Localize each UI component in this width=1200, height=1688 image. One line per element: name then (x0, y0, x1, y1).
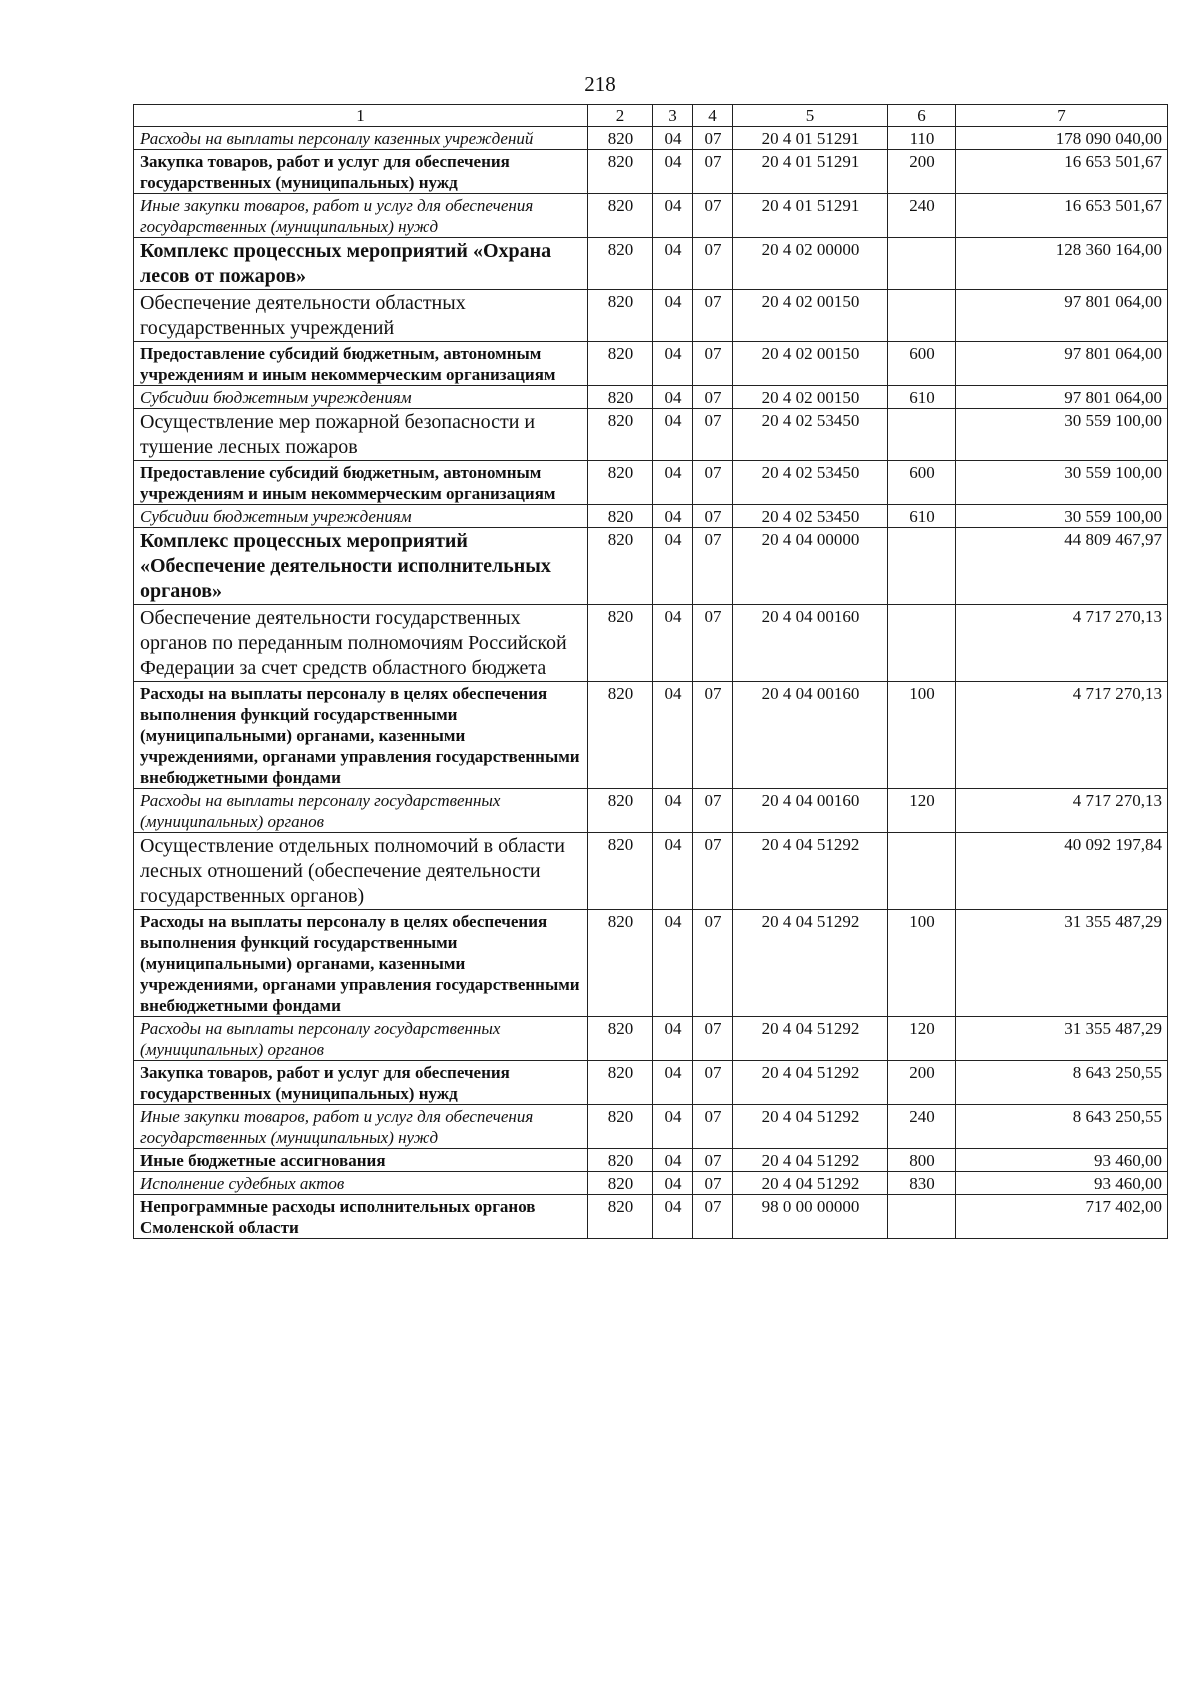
amount: 30 559 100,00 (956, 461, 1168, 505)
row-name: Непрограммные расходы исполнительных органов Смоленской области (134, 1195, 588, 1239)
target-article: 20 4 01 51291 (733, 150, 888, 194)
amount: 8 643 250,55 (956, 1061, 1168, 1105)
column-number: 6 (888, 105, 956, 127)
target-article: 20 4 04 00000 (733, 528, 888, 605)
subsection-code: 07 (693, 461, 733, 505)
expense-type (888, 1195, 956, 1239)
subsection-code: 07 (693, 238, 733, 290)
expense-type: 830 (888, 1172, 956, 1195)
column-number: 1 (134, 105, 588, 127)
column-number: 2 (588, 105, 653, 127)
ministry-code: 820 (588, 1172, 653, 1195)
column-number-row (134, 105, 1168, 127)
section-code: 04 (653, 1172, 693, 1195)
section-code: 04 (653, 238, 693, 290)
section-code: 04 (653, 505, 693, 528)
section-code: 04 (653, 910, 693, 1017)
row-name: Предоставление субсидий бюджетным, автономным учреждениям и иным некоммерческим организациям (134, 342, 588, 386)
ministry-code: 820 (588, 127, 653, 150)
row-name: Расходы на выплаты персоналу в целях обеспечения выполнения функций государственными (муниципальными) органами, казенными учреждениями, органами управления государственными внебюджетными фондами (134, 910, 588, 1017)
ministry-code: 820 (588, 461, 653, 505)
subsection-code: 07 (693, 342, 733, 386)
table-row (134, 605, 1168, 682)
row-name: Закупка товаров, работ и услуг для обеспечения государственных (муниципальных) нужд (134, 150, 588, 194)
section-code: 04 (653, 461, 693, 505)
subsection-code: 07 (693, 682, 733, 789)
subsection-code: 07 (693, 1061, 733, 1105)
table-row (134, 1105, 1168, 1149)
section-code: 04 (653, 386, 693, 409)
table-row (134, 150, 1168, 194)
expense-type: 200 (888, 1061, 956, 1105)
table-row (134, 833, 1168, 910)
subsection-code: 07 (693, 1105, 733, 1149)
target-article: 20 4 02 53450 (733, 461, 888, 505)
expense-type: 600 (888, 461, 956, 505)
section-code: 04 (653, 1061, 693, 1105)
expense-type: 240 (888, 194, 956, 238)
table-row (134, 194, 1168, 238)
expense-type: 100 (888, 682, 956, 789)
subsection-code: 07 (693, 1017, 733, 1061)
amount: 4 717 270,13 (956, 789, 1168, 833)
expense-type: 100 (888, 910, 956, 1017)
target-article: 20 4 04 51292 (733, 910, 888, 1017)
table-row (134, 386, 1168, 409)
row-name: Осуществление отдельных полномочий в области лесных отношений (обеспечение деятельности государственных органов) (134, 833, 588, 910)
target-article: 20 4 04 51292 (733, 1172, 888, 1195)
subsection-code: 07 (693, 789, 733, 833)
subsection-code: 07 (693, 290, 733, 342)
amount: 4 717 270,13 (956, 605, 1168, 682)
table-row (134, 290, 1168, 342)
section-code: 04 (653, 150, 693, 194)
amount: 31 355 487,29 (956, 910, 1168, 1017)
column-number: 4 (693, 105, 733, 127)
target-article: 20 4 04 51292 (733, 1061, 888, 1105)
table-row (134, 127, 1168, 150)
ministry-code: 820 (588, 194, 653, 238)
section-code: 04 (653, 833, 693, 910)
subsection-code: 07 (693, 910, 733, 1017)
row-name: Комплекс процессных мероприятий «Обеспечение деятельности исполнительных органов» (134, 528, 588, 605)
row-name: Расходы на выплаты персоналу в целях обеспечения выполнения функций государственными (муниципальными) органами, казенными учреждениями, органами управления государственными внебюджетными фондами (134, 682, 588, 789)
section-code: 04 (653, 1017, 693, 1061)
target-article: 20 4 04 00160 (733, 789, 888, 833)
page-number: 218 (584, 72, 616, 96)
amount: 97 801 064,00 (956, 386, 1168, 409)
table-row (134, 238, 1168, 290)
target-article: 20 4 02 00150 (733, 290, 888, 342)
row-name: Иные закупки товаров, работ и услуг для обеспечения государственных (муниципальных) нужд (134, 1105, 588, 1149)
budget-table (133, 104, 1168, 1239)
amount: 40 092 197,84 (956, 833, 1168, 910)
ministry-code: 820 (588, 409, 653, 461)
amount: 97 801 064,00 (956, 290, 1168, 342)
amount: 4 717 270,13 (956, 682, 1168, 789)
section-code: 04 (653, 409, 693, 461)
expense-type: 610 (888, 386, 956, 409)
ministry-code: 820 (588, 1061, 653, 1105)
expense-type (888, 409, 956, 461)
table-row (134, 1172, 1168, 1195)
target-article: 20 4 04 00160 (733, 605, 888, 682)
target-article: 20 4 01 51291 (733, 127, 888, 150)
expense-type (888, 528, 956, 605)
expense-type: 110 (888, 127, 956, 150)
ministry-code: 820 (588, 605, 653, 682)
ministry-code: 820 (588, 1105, 653, 1149)
ministry-code: 820 (588, 528, 653, 605)
target-article: 20 4 02 53450 (733, 505, 888, 528)
section-code: 04 (653, 194, 693, 238)
table-row (134, 682, 1168, 789)
table-row (134, 409, 1168, 461)
target-article: 20 4 04 51292 (733, 1105, 888, 1149)
expense-type: 120 (888, 789, 956, 833)
row-name: Иные бюджетные ассигнования (134, 1149, 588, 1172)
subsection-code: 07 (693, 605, 733, 682)
ministry-code: 820 (588, 833, 653, 910)
expense-type (888, 833, 956, 910)
amount: 44 809 467,97 (956, 528, 1168, 605)
expense-type: 240 (888, 1105, 956, 1149)
expense-type (888, 238, 956, 290)
subsection-code: 07 (693, 150, 733, 194)
expense-type (888, 605, 956, 682)
section-code: 04 (653, 1105, 693, 1149)
amount: 30 559 100,00 (956, 409, 1168, 461)
target-article: 20 4 02 00150 (733, 342, 888, 386)
column-number: 3 (653, 105, 693, 127)
section-code: 04 (653, 127, 693, 150)
target-article: 20 4 02 00000 (733, 238, 888, 290)
column-number: 5 (733, 105, 888, 127)
table-row (134, 1017, 1168, 1061)
column-number: 7 (956, 105, 1168, 127)
amount: 16 653 501,67 (956, 150, 1168, 194)
subsection-code: 07 (693, 194, 733, 238)
section-code: 04 (653, 290, 693, 342)
row-name: Закупка товаров, работ и услуг для обеспечения государственных (муниципальных) нужд (134, 1061, 588, 1105)
amount: 93 460,00 (956, 1149, 1168, 1172)
amount: 128 360 164,00 (956, 238, 1168, 290)
row-name: Предоставление субсидий бюджетным, автономным учреждениям и иным некоммерческим организациям (134, 461, 588, 505)
row-name: Субсидии бюджетным учреждениям (134, 505, 588, 528)
table-row (134, 505, 1168, 528)
expense-type: 610 (888, 505, 956, 528)
table-row (134, 1149, 1168, 1172)
amount: 16 653 501,67 (956, 194, 1168, 238)
table-row (134, 910, 1168, 1017)
expense-type (888, 290, 956, 342)
ministry-code: 820 (588, 910, 653, 1017)
row-name: Иные закупки товаров, работ и услуг для обеспечения государственных (муниципальных) нужд (134, 194, 588, 238)
amount: 8 643 250,55 (956, 1105, 1168, 1149)
amount: 93 460,00 (956, 1172, 1168, 1195)
subsection-code: 07 (693, 127, 733, 150)
subsection-code: 07 (693, 1172, 733, 1195)
target-article: 20 4 04 00160 (733, 682, 888, 789)
expense-type: 800 (888, 1149, 956, 1172)
ministry-code: 820 (588, 682, 653, 789)
subsection-code: 07 (693, 409, 733, 461)
section-code: 04 (653, 682, 693, 789)
expense-type: 600 (888, 342, 956, 386)
section-code: 04 (653, 528, 693, 605)
subsection-code: 07 (693, 528, 733, 605)
target-article: 20 4 04 51292 (733, 1017, 888, 1061)
ministry-code: 820 (588, 1017, 653, 1061)
table-row (134, 342, 1168, 386)
target-article: 20 4 04 51292 (733, 1149, 888, 1172)
amount: 717 402,00 (956, 1195, 1168, 1239)
ministry-code: 820 (588, 290, 653, 342)
ministry-code: 820 (588, 1149, 653, 1172)
section-code: 04 (653, 1195, 693, 1239)
table-row (134, 1195, 1168, 1239)
row-name: Обеспечение деятельности областных государственных учреждений (134, 290, 588, 342)
row-name: Расходы на выплаты персоналу государственных (муниципальных) органов (134, 1017, 588, 1061)
expense-type: 200 (888, 150, 956, 194)
ministry-code: 820 (588, 1195, 653, 1239)
row-name: Расходы на выплаты персоналу государственных (муниципальных) органов (134, 789, 588, 833)
subsection-code: 07 (693, 386, 733, 409)
row-name: Обеспечение деятельности государственных органов по переданным полномочиям Российской Федерации за счет средств областного бюджета (134, 605, 588, 682)
table-row (134, 1061, 1168, 1105)
target-article: 20 4 02 00150 (733, 386, 888, 409)
amount: 30 559 100,00 (956, 505, 1168, 528)
section-code: 04 (653, 1149, 693, 1172)
ministry-code: 820 (588, 238, 653, 290)
table-row (134, 528, 1168, 605)
row-name: Исполнение судебных актов (134, 1172, 588, 1195)
amount: 97 801 064,00 (956, 342, 1168, 386)
section-code: 04 (653, 605, 693, 682)
amount: 31 355 487,29 (956, 1017, 1168, 1061)
row-name: Комплекс процессных мероприятий «Охрана лесов от пожаров» (134, 238, 588, 290)
target-article: 20 4 04 51292 (733, 833, 888, 910)
ministry-code: 820 (588, 505, 653, 528)
row-name: Расходы на выплаты персоналу казенных учреждений (134, 127, 588, 150)
section-code: 04 (653, 789, 693, 833)
subsection-code: 07 (693, 505, 733, 528)
ministry-code: 820 (588, 150, 653, 194)
ministry-code: 820 (588, 386, 653, 409)
amount: 178 090 040,00 (956, 127, 1168, 150)
row-name: Субсидии бюджетным учреждениям (134, 386, 588, 409)
expense-type: 120 (888, 1017, 956, 1061)
target-article: 20 4 01 51291 (733, 194, 888, 238)
target-article: 20 4 02 53450 (733, 409, 888, 461)
subsection-code: 07 (693, 1149, 733, 1172)
ministry-code: 820 (588, 342, 653, 386)
table-row (134, 461, 1168, 505)
subsection-code: 07 (693, 833, 733, 910)
row-name: Осуществление мер пожарной безопасности и тушение лесных пожаров (134, 409, 588, 461)
subsection-code: 07 (693, 1195, 733, 1239)
target-article: 98 0 00 00000 (733, 1195, 888, 1239)
table-row (134, 789, 1168, 833)
ministry-code: 820 (588, 789, 653, 833)
section-code: 04 (653, 342, 693, 386)
